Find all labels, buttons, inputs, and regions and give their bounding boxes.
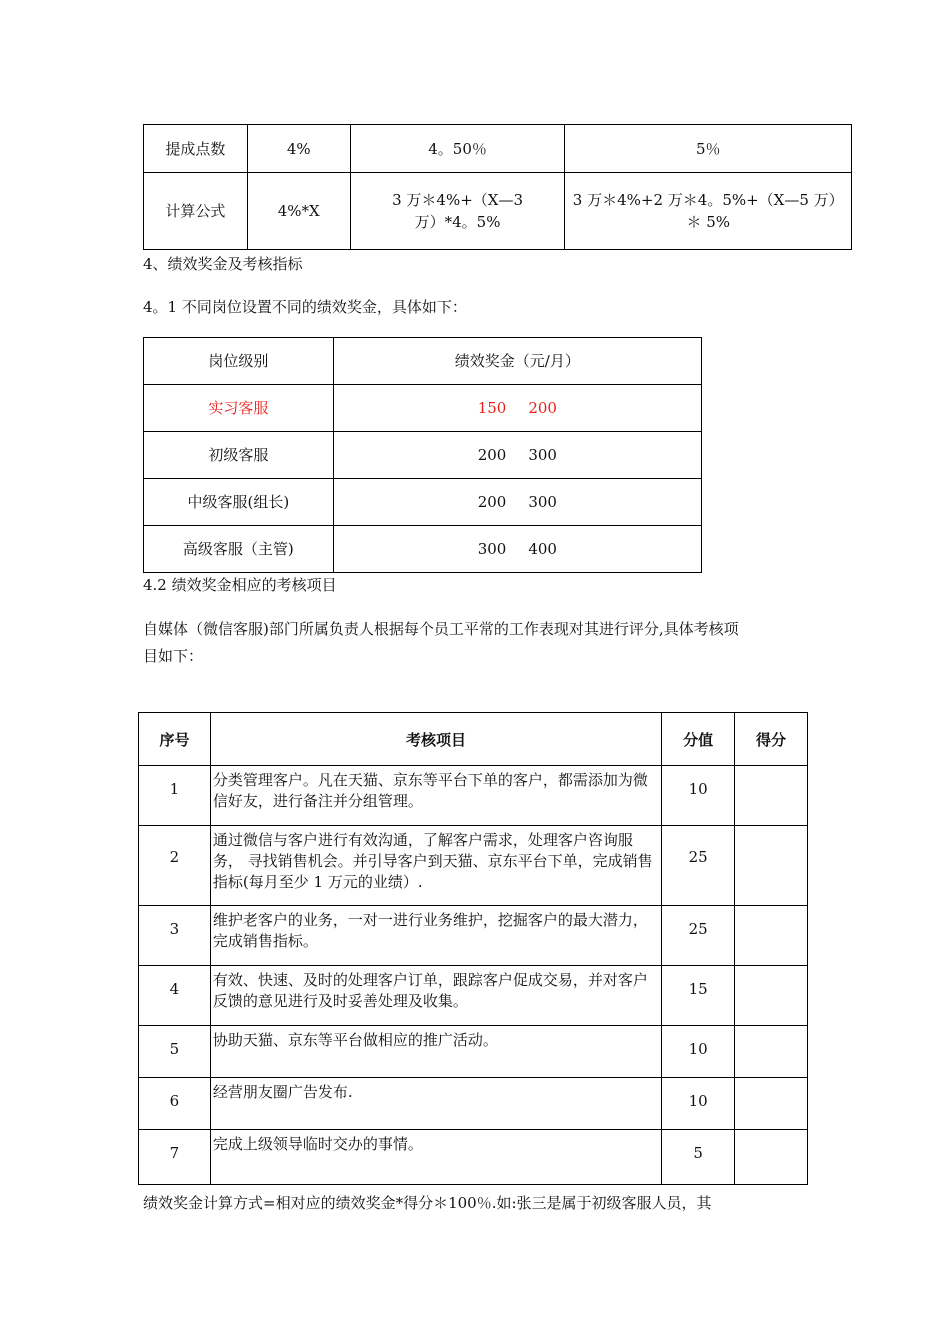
row-number: 2	[139, 826, 211, 906]
table-row	[144, 385, 702, 432]
column-header: 绩效奖金（元/月）	[333, 338, 701, 385]
level-cell: 高级客服（主管)	[144, 526, 334, 573]
commission-points-row	[144, 125, 852, 173]
table-row	[144, 526, 702, 573]
row-number: 4	[139, 966, 211, 1026]
level-cell: 中级客服(组长)	[144, 479, 334, 526]
bonus-cell	[333, 385, 701, 432]
table-row	[139, 826, 808, 906]
section-heading: 4。1 不同岗位设置不同的绩效奖金，具体如下：	[143, 298, 467, 316]
section-heading: 4、绩效奖金及考核指标	[143, 255, 303, 273]
score-value: 10	[662, 766, 735, 826]
column-header: 岗位级别	[144, 338, 334, 385]
cell: 3 万＊4%+2 万＊4。5%+（X—5 万）＊ 5%	[565, 173, 852, 250]
assessment-item: 维护老客户的业务，一对一进行业务维护，挖掘客户的最大潜力，完成销售指标。	[210, 906, 661, 966]
assessment-item: 通过微信与客户进行有效沟通，了解客户需求，处理客户咨询服务， 寻找销售机会。并引导客户到天猫、京东平台下单，完成销售指标(每月至少 1 万元的业绩）.	[210, 826, 661, 906]
bonus-low: 200	[477, 446, 507, 464]
intro-text: 自媒体（微信客服)部门所属负责人根据每个员工平常的工作表现对其进行评分,具体考核项	[143, 620, 739, 638]
cell: 4%*X	[247, 173, 350, 250]
level-cell: 实习客服	[144, 385, 334, 432]
score-value: 15	[662, 966, 735, 1026]
bonus-cell	[333, 526, 701, 573]
cell: 5％	[565, 125, 852, 173]
level-cell: 初级客服	[144, 432, 334, 479]
table-row	[139, 1078, 808, 1130]
bonus-high: 400	[528, 540, 557, 558]
table-row	[139, 766, 808, 826]
formula-text: 绩效奖金计算方式=相对应的绩效奖金*得分＊100％.如:张三是属于初级客服人员，其	[143, 1194, 712, 1212]
table-row	[144, 479, 702, 526]
score-value: 5	[662, 1130, 735, 1185]
cell: 3 万＊4%+（X—3 万）*4。5%	[350, 173, 565, 250]
bonus-high: 300	[528, 493, 557, 511]
table-row	[139, 1130, 808, 1185]
score-cell[interactable]	[735, 1130, 808, 1185]
table-header-row	[139, 713, 808, 766]
score-cell[interactable]	[735, 1026, 808, 1078]
row-number: 1	[139, 766, 211, 826]
bonus-cell	[333, 479, 701, 526]
row-number: 5	[139, 1026, 211, 1078]
table-header-row	[144, 338, 702, 385]
bonus-table	[143, 337, 702, 573]
score-cell[interactable]	[735, 1078, 808, 1130]
assessment-item: 分类管理客户。凡在天猫、京东等平台下单的客户，都需添加为微信好友，进行备注并分组管理。	[210, 766, 661, 826]
assessment-item: 有效、快速、及时的处理客户订单，跟踪客户促成交易，并对客户反馈的意见进行及时妥善处理及收集。	[210, 966, 661, 1026]
assessment-item: 完成上级领导临时交办的事情。	[210, 1130, 661, 1185]
score-value: 10	[662, 1078, 735, 1130]
cell: 4%	[247, 125, 350, 173]
row-number: 3	[139, 906, 211, 966]
assessment-item: 协助天猫、京东等平台做相应的推广活动。	[210, 1026, 661, 1078]
column-header: 得分	[735, 713, 808, 766]
bonus-high: 200	[528, 399, 557, 417]
bonus-low: 200	[477, 493, 507, 511]
commission-table	[143, 124, 852, 250]
bonus-high: 300	[528, 446, 557, 464]
row-number: 7	[139, 1130, 211, 1185]
score-value: 25	[662, 826, 735, 906]
column-header: 分值	[662, 713, 735, 766]
cell: 计算公式	[144, 173, 248, 250]
score-cell[interactable]	[735, 906, 808, 966]
column-header: 序号	[139, 713, 211, 766]
score-value: 25	[662, 906, 735, 966]
bonus-low: 150	[477, 399, 507, 417]
row-number: 6	[139, 1078, 211, 1130]
cell: 4。50％	[350, 125, 565, 173]
table-row	[139, 966, 808, 1026]
bonus-low: 300	[477, 540, 507, 558]
column-header: 考核项目	[210, 713, 661, 766]
score-cell[interactable]	[735, 966, 808, 1026]
section-heading: 4.2 绩效奖金相应的考核项目	[143, 576, 337, 594]
bonus-cell	[333, 432, 701, 479]
score-cell[interactable]	[735, 766, 808, 826]
table-row	[139, 1026, 808, 1078]
assessment-table	[138, 712, 808, 1185]
table-row	[144, 432, 702, 479]
table-row	[139, 906, 808, 966]
score-cell[interactable]	[735, 826, 808, 906]
cell: 提成点数	[144, 125, 248, 173]
intro-text: 目如下：	[143, 647, 204, 665]
assessment-item: 经营朋友圈广告发布.	[210, 1078, 661, 1130]
score-value: 10	[662, 1026, 735, 1078]
commission-formula-row	[144, 173, 852, 250]
